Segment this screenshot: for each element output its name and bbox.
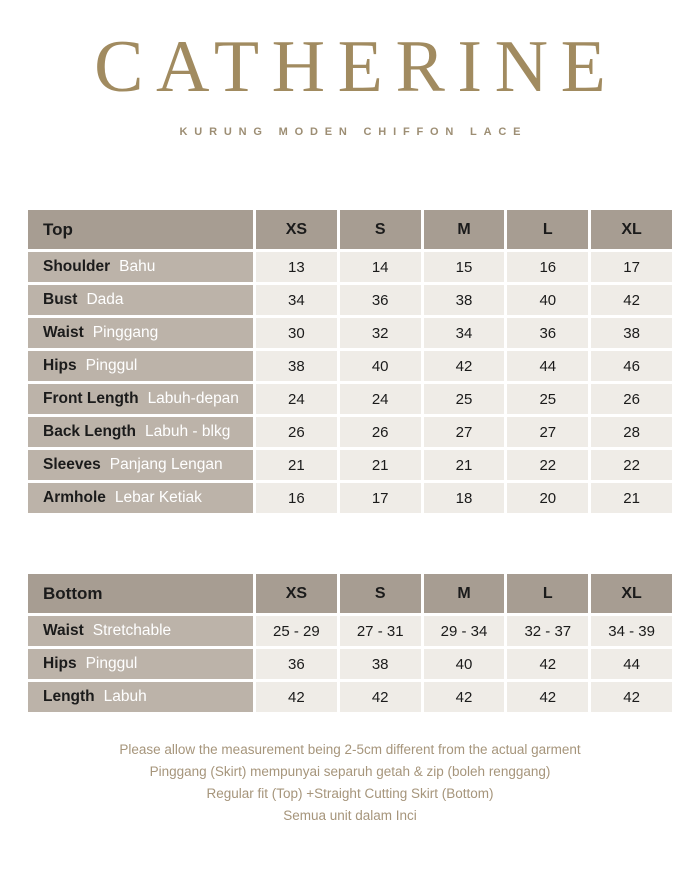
measurement-value-cell: 21 bbox=[256, 450, 337, 480]
measurement-value-cell: 40 bbox=[424, 649, 505, 679]
measurement-value-cell: 38 bbox=[256, 351, 337, 381]
measurement-label-my: Stretchable bbox=[92, 622, 172, 639]
measurement-label-en: Bust bbox=[43, 291, 78, 308]
size-header-cell: XS bbox=[256, 210, 337, 249]
size-header-cell: L bbox=[507, 210, 588, 249]
measurement-label-en: Length bbox=[43, 688, 95, 705]
measurement-label-my: Dada bbox=[86, 291, 124, 308]
measurement-value-cell: 28 bbox=[591, 417, 672, 447]
measurement-value-cell: 40 bbox=[507, 285, 588, 315]
measurement-value-cell: 26 bbox=[256, 417, 337, 447]
measurement-value-cell: 29 - 34 bbox=[424, 616, 505, 646]
measurement-label-en: Front Length bbox=[43, 390, 139, 407]
measurement-label-my: Panjang Lengan bbox=[109, 456, 223, 473]
measurement-value-cell: 32 - 37 bbox=[507, 616, 588, 646]
measurement-value-cell: 46 bbox=[591, 351, 672, 381]
measurement-label-cell bbox=[28, 318, 253, 348]
measurement-label-my: Labuh - blkg bbox=[145, 423, 231, 440]
measurement-value-cell: 42 bbox=[507, 682, 588, 712]
table-title-cell: Top bbox=[28, 210, 253, 249]
measurement-value-cell: 27 bbox=[424, 417, 505, 447]
measurement-label-en: Shoulder bbox=[43, 258, 111, 275]
measurement-value-cell: 27 bbox=[507, 417, 588, 447]
measurement-label-my: Pinggul bbox=[85, 655, 138, 672]
measurement-label-cell bbox=[28, 417, 253, 447]
measurement-value-cell: 25 bbox=[507, 384, 588, 414]
measurement-value-cell: 44 bbox=[591, 649, 672, 679]
measurement-value-cell: 25 - 29 bbox=[256, 616, 337, 646]
measurement-label-my: Bahu bbox=[119, 258, 156, 275]
measurement-value-cell: 27 - 31 bbox=[340, 616, 421, 646]
measurement-value-cell: 24 bbox=[256, 384, 337, 414]
measurement-value-cell: 38 bbox=[340, 649, 421, 679]
measurement-value-cell: 44 bbox=[507, 351, 588, 381]
measurement-label-en: Hips bbox=[43, 357, 77, 374]
measurement-value-cell: 22 bbox=[591, 450, 672, 480]
measurement-label-cell bbox=[28, 285, 253, 315]
measurement-value-cell: 24 bbox=[340, 384, 421, 414]
measurement-label-en: Armhole bbox=[43, 489, 106, 506]
footer-note-line: Please allow the measurement being 2-5cm different from the actual garment bbox=[119, 742, 581, 757]
measurement-label-cell bbox=[28, 483, 253, 513]
table-title-cell: Bottom bbox=[28, 574, 253, 613]
measurement-label-en: Waist bbox=[43, 324, 84, 341]
measurement-label-my: Lebar Ketiak bbox=[114, 489, 202, 506]
measurement-value-cell: 21 bbox=[340, 450, 421, 480]
size-header-cell: XS bbox=[256, 574, 337, 613]
measurement-label-cell bbox=[28, 649, 253, 679]
size-header-cell: S bbox=[340, 574, 421, 613]
measurement-value-cell: 21 bbox=[591, 483, 672, 513]
measurement-label-cell bbox=[28, 616, 253, 646]
measurement-value-cell: 36 bbox=[340, 285, 421, 315]
measurement-value-cell: 17 bbox=[591, 252, 672, 282]
measurement-value-cell: 21 bbox=[424, 450, 505, 480]
measurement-value-cell: 42 bbox=[507, 649, 588, 679]
brand-title: CATHERINE bbox=[94, 26, 619, 108]
measurement-label-en: Sleeves bbox=[43, 456, 101, 473]
measurement-value-cell: 42 bbox=[424, 351, 505, 381]
measurement-label-cell bbox=[28, 351, 253, 381]
size-header-cell: M bbox=[424, 574, 505, 613]
measurement-label-my: Labuh-depan bbox=[147, 390, 239, 407]
measurement-value-cell: 25 bbox=[424, 384, 505, 414]
measurement-label-my: Labuh bbox=[103, 688, 147, 705]
measurement-value-cell: 34 bbox=[424, 318, 505, 348]
measurement-value-cell: 34 - 39 bbox=[591, 616, 672, 646]
measurement-value-cell: 13 bbox=[256, 252, 337, 282]
footer-notes bbox=[0, 739, 700, 827]
measurement-label-en: Waist bbox=[43, 622, 84, 639]
measurement-value-cell: 38 bbox=[424, 285, 505, 315]
measurement-value-cell: 16 bbox=[256, 483, 337, 513]
size-header-cell: XL bbox=[591, 210, 672, 249]
measurement-label-cell bbox=[28, 682, 253, 712]
measurement-value-cell: 30 bbox=[256, 318, 337, 348]
measurement-value-cell: 42 bbox=[256, 682, 337, 712]
footer-note-line: Semua unit dalam Inci bbox=[283, 808, 417, 823]
measurement-value-cell: 18 bbox=[424, 483, 505, 513]
measurement-value-cell: 22 bbox=[507, 450, 588, 480]
measurement-value-cell: 38 bbox=[591, 318, 672, 348]
measurement-label-cell bbox=[28, 384, 253, 414]
measurement-value-cell: 36 bbox=[507, 318, 588, 348]
measurement-label-my: Pinggang bbox=[92, 324, 159, 341]
measurement-value-cell: 26 bbox=[591, 384, 672, 414]
size-header-cell: L bbox=[507, 574, 588, 613]
measurement-label-en: Back Length bbox=[43, 423, 137, 440]
measurement-label-cell bbox=[28, 252, 253, 282]
measurement-value-cell: 20 bbox=[507, 483, 588, 513]
product-subtitle: KURUNG MODEN CHIFFON LACE bbox=[179, 126, 528, 138]
top-size-table bbox=[28, 210, 672, 513]
measurement-value-cell: 42 bbox=[591, 285, 672, 315]
measurement-label-cell bbox=[28, 450, 253, 480]
size-header-cell: S bbox=[340, 210, 421, 249]
bottom-size-table bbox=[28, 574, 672, 712]
measurement-value-cell: 42 bbox=[340, 682, 421, 712]
measurement-value-cell: 40 bbox=[340, 351, 421, 381]
measurement-label-en: Hips bbox=[43, 655, 77, 672]
measurement-value-cell: 15 bbox=[424, 252, 505, 282]
measurement-label-my: Pinggul bbox=[85, 357, 138, 374]
size-header-cell: XL bbox=[591, 574, 672, 613]
measurement-value-cell: 26 bbox=[340, 417, 421, 447]
measurement-value-cell: 16 bbox=[507, 252, 588, 282]
footer-note-line: Pinggang (Skirt) mempunyai separuh getah & zip (boleh renggang) bbox=[149, 764, 551, 779]
measurement-value-cell: 36 bbox=[256, 649, 337, 679]
measurement-value-cell: 42 bbox=[591, 682, 672, 712]
footer-note-line: Regular fit (Top) +Straight Cutting Skirt (Bottom) bbox=[206, 786, 494, 801]
measurement-value-cell: 34 bbox=[256, 285, 337, 315]
measurement-value-cell: 32 bbox=[340, 318, 421, 348]
measurement-value-cell: 17 bbox=[340, 483, 421, 513]
measurement-value-cell: 14 bbox=[340, 252, 421, 282]
size-header-cell: M bbox=[424, 210, 505, 249]
measurement-value-cell: 42 bbox=[424, 682, 505, 712]
